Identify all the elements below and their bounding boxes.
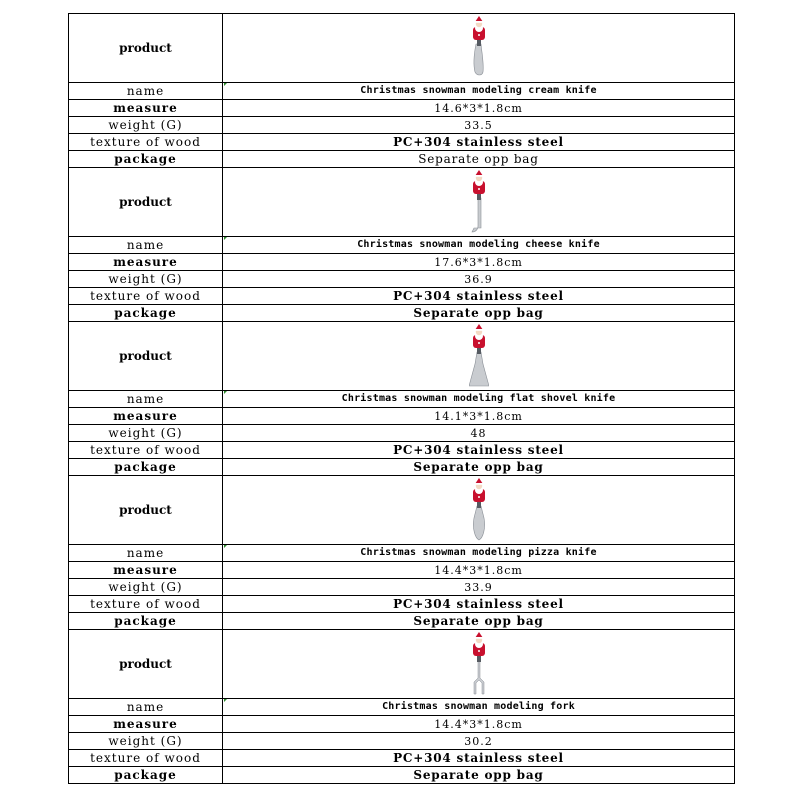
- package-row: [69, 767, 735, 784]
- cell-marker-icon: [224, 237, 227, 240]
- package-row: [69, 613, 735, 630]
- product-image-cell: [223, 322, 735, 391]
- package-value-text: Separate opp bag: [413, 614, 544, 628]
- cell-marker-icon: [224, 391, 227, 394]
- texture-label: texture of wood: [69, 134, 223, 151]
- measure-label: measure: [69, 716, 223, 733]
- product-spec-table: [68, 13, 735, 784]
- product-image-cell: [223, 630, 735, 699]
- name-label: name: [69, 545, 223, 562]
- package-value-text: Separate opp bag: [413, 460, 544, 474]
- texture-label: texture of wood: [69, 750, 223, 767]
- measure-row: [69, 562, 735, 579]
- product-label: product: [69, 168, 223, 237]
- weight-label: weight (G): [69, 117, 223, 134]
- texture-value: [223, 288, 735, 305]
- measure-value-text: 14.4*3*1.8cm: [434, 563, 523, 577]
- weight-value-text: 36.9: [464, 272, 493, 286]
- weight-value: [223, 579, 735, 596]
- name-value: [223, 391, 735, 408]
- name-label: name: [69, 699, 223, 716]
- santa-cream-knife-image: [469, 16, 489, 80]
- name-row: [69, 545, 735, 562]
- package-label: package: [69, 459, 223, 476]
- package-value: [223, 151, 735, 168]
- name-row: [69, 391, 735, 408]
- name-label: name: [69, 83, 223, 100]
- name-row: [69, 237, 735, 254]
- texture-value: [223, 596, 735, 613]
- santa-pizza-knife-image: [469, 478, 489, 542]
- cell-marker-icon: [224, 699, 227, 702]
- weight-label: weight (G): [69, 579, 223, 596]
- weight-value: [223, 271, 735, 288]
- measure-value: [223, 100, 735, 117]
- texture-row: [69, 288, 735, 305]
- product-image-row: [69, 630, 735, 699]
- weight-label: weight (G): [69, 733, 223, 750]
- texture-row: [69, 442, 735, 459]
- texture-label: texture of wood: [69, 596, 223, 613]
- measure-value-text: 14.4*3*1.8cm: [434, 717, 523, 731]
- weight-row: [69, 425, 735, 442]
- texture-row: [69, 596, 735, 613]
- measure-row: [69, 408, 735, 425]
- spec-table-body: [69, 14, 735, 784]
- measure-row: [69, 716, 735, 733]
- texture-value-text: PC+304 stainless steel: [393, 597, 564, 611]
- package-value-text: Separate opp bag: [418, 152, 539, 166]
- weight-row: [69, 733, 735, 750]
- texture-label: texture of wood: [69, 442, 223, 459]
- product-image-row: [69, 168, 735, 237]
- package-value-text: Separate opp bag: [413, 768, 544, 782]
- package-row: [69, 459, 735, 476]
- product-label: product: [69, 630, 223, 699]
- measure-value: [223, 408, 735, 425]
- name-value-text: Christmas snowman modeling fork: [382, 701, 575, 712]
- weight-row: [69, 579, 735, 596]
- weight-row: [69, 271, 735, 288]
- texture-row: [69, 134, 735, 151]
- package-value: [223, 613, 735, 630]
- name-value: [223, 237, 735, 254]
- cell-marker-icon: [224, 83, 227, 86]
- name-value-text: Christmas snowman modeling cream knife: [360, 85, 597, 96]
- measure-value: [223, 716, 735, 733]
- texture-label: texture of wood: [69, 288, 223, 305]
- name-value: [223, 699, 735, 716]
- product-image-row: [69, 476, 735, 545]
- texture-value: [223, 442, 735, 459]
- product-label: product: [69, 14, 223, 83]
- product-image-cell: [223, 476, 735, 545]
- name-value-text: Christmas snowman modeling flat shovel knife: [341, 393, 616, 404]
- name-label: name: [69, 391, 223, 408]
- name-row: [69, 83, 735, 100]
- weight-value-text: 48: [470, 426, 487, 440]
- measure-row: [69, 254, 735, 271]
- package-label: package: [69, 613, 223, 630]
- weight-row: [69, 117, 735, 134]
- name-value: [223, 545, 735, 562]
- texture-value: [223, 134, 735, 151]
- name-label: name: [69, 237, 223, 254]
- texture-value-text: PC+304 stainless steel: [393, 289, 564, 303]
- santa-fork-image: [469, 632, 489, 696]
- measure-label: measure: [69, 100, 223, 117]
- measure-row: [69, 100, 735, 117]
- package-value: [223, 305, 735, 322]
- product-image-cell: [223, 14, 735, 83]
- measure-value-text: 14.1*3*1.8cm: [434, 409, 523, 423]
- weight-label: weight (G): [69, 271, 223, 288]
- package-label: package: [69, 305, 223, 322]
- product-image-cell: [223, 168, 735, 237]
- product-image-row: [69, 14, 735, 83]
- weight-value-text: 30.2: [464, 734, 493, 748]
- product-image-row: [69, 322, 735, 391]
- santa-cheese-knife-image: [469, 170, 489, 234]
- measure-label: measure: [69, 408, 223, 425]
- package-row: [69, 151, 735, 168]
- texture-value-text: PC+304 stainless steel: [393, 751, 564, 765]
- package-value: [223, 459, 735, 476]
- weight-value: [223, 425, 735, 442]
- measure-value-text: 17.6*3*1.8cm: [434, 255, 523, 269]
- weight-value: [223, 733, 735, 750]
- texture-row: [69, 750, 735, 767]
- name-value-text: Christmas snowman modeling cheese knife: [357, 239, 600, 250]
- weight-value: [223, 117, 735, 134]
- name-value-text: Christmas snowman modeling pizza knife: [360, 547, 597, 558]
- weight-value-text: 33.9: [464, 580, 493, 594]
- product-label: product: [69, 322, 223, 391]
- santa-flat-shovel-knife-image: [469, 324, 489, 388]
- texture-value-text: PC+304 stainless steel: [393, 135, 564, 149]
- package-label: package: [69, 151, 223, 168]
- texture-value: [223, 750, 735, 767]
- weight-label: weight (G): [69, 425, 223, 442]
- name-row: [69, 699, 735, 716]
- name-value: [223, 83, 735, 100]
- measure-label: measure: [69, 562, 223, 579]
- measure-value: [223, 254, 735, 271]
- texture-value-text: PC+304 stainless steel: [393, 443, 564, 457]
- measure-label: measure: [69, 254, 223, 271]
- cell-marker-icon: [224, 545, 227, 548]
- measure-value: [223, 562, 735, 579]
- weight-value-text: 33.5: [464, 118, 493, 132]
- package-value-text: Separate opp bag: [413, 306, 544, 320]
- measure-value-text: 14.6*3*1.8cm: [434, 101, 523, 115]
- package-label: package: [69, 767, 223, 784]
- package-value: [223, 767, 735, 784]
- package-row: [69, 305, 735, 322]
- product-label: product: [69, 476, 223, 545]
